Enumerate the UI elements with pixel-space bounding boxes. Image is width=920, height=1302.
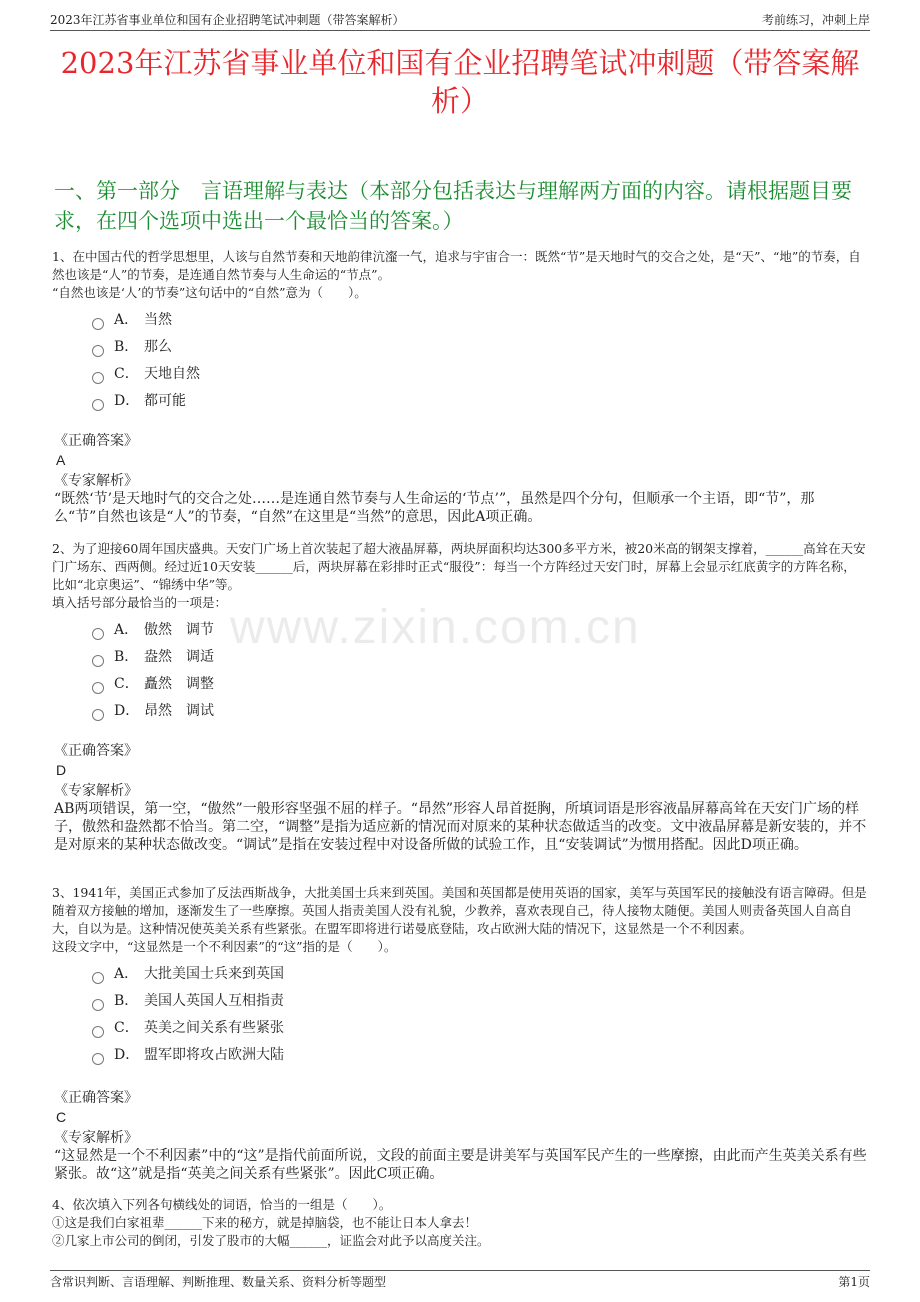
option-text: 那么 bbox=[144, 338, 172, 355]
option-text: 傲然 调节 bbox=[144, 621, 214, 638]
answer-value: A bbox=[56, 452, 66, 468]
question-stem: 3、1941年，美国正式参加了反法西斯战争，大批美国士兵来到英国。美国和英国都是使用英语的国家，美军与英国军民的接触没有语言障碍。但是随着双方接触的增加，逐渐发生了一些摩擦。英国人指责美国人没有礼貌，少教养，喜欢表现自己，待人接物太随便。美国人则责备英国人自高自大，自以为是。这种情况使英美关系有些紧张。在盟军即将进行诺曼底登陆，攻占欧洲大陆的情况下，这显然是一个不利因素。 bbox=[52, 885, 867, 936]
answer-block-3 bbox=[54, 1089, 868, 1183]
option-text: 都可能 bbox=[144, 392, 186, 409]
radio-icon[interactable] bbox=[92, 345, 104, 357]
radio-icon[interactable] bbox=[92, 999, 104, 1011]
question-stem: 1、在中国古代的哲学思想里，人该与自然节奏和天地韵律沆瀣一气，追求与宇宙合一：既然“节”是天地时气的交合之处，是“天”、“地”的节奏，自然也该是“人”的节奏，是连通自然节奏与人生命运的“节点”。 bbox=[52, 249, 861, 282]
option-label: B． bbox=[114, 648, 139, 665]
radio-icon[interactable] bbox=[92, 372, 104, 384]
footer-left-text: 含常识判断、言语理解、判断推理、数量关系、资料分析等题型 bbox=[50, 1275, 387, 1289]
question-prompt: 这段文字中，“这显然是一个不利因素”的“这”指的是（ ）。 bbox=[52, 939, 397, 954]
option-text: 昂然 调试 bbox=[144, 702, 214, 719]
answer-heading: 《正确答案》 bbox=[54, 743, 138, 759]
question-3 bbox=[52, 884, 868, 1068]
analysis-text: AB两项错误，第一空，“傲然”一般形容坚强不屈的样子。“昂然”形容人昂首挺胸，所填词语是形容液晶屏幕高耸在天安门广场的样子，傲然和盎然都不恰当。第二空，“调整”是指为适应新的情况而对原来的某种状态做适当的改变。文中液晶屏幕是新安装的，并不是对原来的某种状态做改变。“调试”是指在安装过程中对设备所做的试验工作，且“安装调试”为惯用搭配。因此D项正确。 bbox=[54, 801, 867, 853]
option-label: C． bbox=[114, 675, 139, 692]
analysis-heading: 《专家解析》 bbox=[54, 783, 138, 799]
option-d[interactable] bbox=[92, 1041, 868, 1068]
question-4 bbox=[52, 1196, 868, 1250]
option-b[interactable] bbox=[92, 987, 868, 1014]
page-header bbox=[50, 10, 870, 31]
question-prompt: 填入括号部分最恰当的一项是： bbox=[52, 595, 228, 610]
option-a[interactable] bbox=[92, 960, 868, 987]
radio-icon[interactable] bbox=[92, 1053, 104, 1065]
option-label: D． bbox=[114, 392, 140, 409]
section-heading: 一、第一部分 言语理解与表达（本部分包括表达与理解两方面的内容。请根据题目要求，在四个选项中选出一个最恰当的答案。） bbox=[54, 179, 852, 233]
option-text: 大批美国士兵来到英国 bbox=[144, 965, 284, 982]
analysis-heading: 《专家解析》 bbox=[54, 473, 138, 489]
document-title: 2023年江苏省事业单位和国有企业招聘笔试冲刺题（带答案解析） bbox=[60, 46, 860, 118]
radio-icon[interactable] bbox=[92, 655, 104, 667]
option-label: C． bbox=[114, 1019, 139, 1036]
radio-icon[interactable] bbox=[92, 399, 104, 411]
answer-heading: 《正确答案》 bbox=[54, 1090, 138, 1106]
question-2 bbox=[52, 540, 868, 724]
radio-icon[interactable] bbox=[92, 972, 104, 984]
question-prompt: “自然也该是‘人’的节奏”这句话中的“自然”意为（ ）。 bbox=[52, 285, 367, 300]
option-d[interactable] bbox=[92, 697, 868, 724]
option-d[interactable] bbox=[92, 387, 868, 414]
answer-block-1 bbox=[54, 432, 868, 526]
sentence-2: ②几家上市公司的倒闭，引发了股市的大幅______，证监会对此予以高度关注。 bbox=[52, 1233, 490, 1248]
option-text: 矗然 调整 bbox=[144, 675, 214, 692]
option-label: C． bbox=[114, 365, 139, 382]
option-label: D． bbox=[114, 702, 140, 719]
page-footer bbox=[50, 1270, 870, 1290]
answer-value: D bbox=[56, 762, 67, 778]
option-text: 天地自然 bbox=[144, 365, 200, 382]
option-c[interactable] bbox=[92, 1014, 868, 1041]
option-text: 盟军即将攻占欧洲大陆 bbox=[144, 1046, 284, 1063]
option-b[interactable] bbox=[92, 333, 868, 360]
option-label: A． bbox=[114, 621, 139, 638]
option-label: A． bbox=[114, 311, 139, 328]
question-stem: 4、依次填入下列各句横线处的词语，恰当的一组是（ ）。 bbox=[52, 1197, 392, 1212]
option-c[interactable] bbox=[92, 670, 868, 697]
options-list bbox=[92, 306, 868, 414]
option-text: 当然 bbox=[144, 311, 172, 328]
option-c[interactable] bbox=[92, 360, 868, 387]
option-text: 英美之间关系有些紧张 bbox=[144, 1019, 284, 1036]
question-stem: 2、为了迎接60周年国庆盛典。天安门广场上首次装起了超大液晶屏幕，两块屏面积均达300多平方米，被20米高的钢架支撑着，______高耸在天安门广场东、西两侧。经过近10天安装______后，两块屏幕在彩排时正式“服役”：每当一个方阵经过天安门时，屏幕上会显示红底黄字的方阵名称，比如“北京奥运”、“锦绣中华”等。 bbox=[52, 541, 866, 592]
option-label: A． bbox=[114, 965, 139, 982]
analysis-text: “既然‘节’是天地时气的交合之处……是连通自然节奏与人生命运的‘节点’”，虽然是四个分句，但顺承一个主语，即“节”，那么“节”自然也该是“人”的节奏，“自然”在这里是“当然”的意思，因此A项正确。 bbox=[54, 491, 815, 525]
header-left-text: 2023年江苏省事业单位和国有企业招聘笔试冲刺题（带答案解析） bbox=[50, 13, 405, 27]
option-b[interactable] bbox=[92, 643, 868, 670]
answer-value: C bbox=[56, 1109, 67, 1125]
radio-icon[interactable] bbox=[92, 628, 104, 640]
analysis-heading: 《专家解析》 bbox=[54, 1130, 138, 1146]
analysis-text: “这显然是一个不利因素”中的“这”是指代前面所说，文段的前面主要是讲美军与英国军民产生的一些摩擦，由此而产生英美关系有些紧张。故“这”就是指“英美之间关系有些紧张”。因此C项正确。 bbox=[54, 1148, 867, 1182]
answer-heading: 《正确答案》 bbox=[54, 433, 138, 449]
options-list bbox=[92, 616, 868, 724]
sentence-1: ①这是我们白家祖辈______下来的秘方，就是掉脑袋，也不能让日本人拿去！ bbox=[52, 1215, 478, 1230]
radio-icon[interactable] bbox=[92, 1026, 104, 1038]
radio-icon[interactable] bbox=[92, 682, 104, 694]
radio-icon[interactable] bbox=[92, 709, 104, 721]
option-a[interactable] bbox=[92, 306, 868, 333]
option-text: 美国人英国人互相指责 bbox=[144, 992, 284, 1009]
option-text: 盎然 调适 bbox=[144, 648, 214, 665]
watermark: www.zixin.com.cn bbox=[230, 601, 641, 654]
option-label: B． bbox=[114, 992, 139, 1009]
page-number: 第1页 bbox=[838, 1275, 870, 1289]
options-list bbox=[92, 960, 868, 1068]
question-1 bbox=[52, 248, 868, 414]
option-a[interactable] bbox=[92, 616, 868, 643]
answer-block-2 bbox=[54, 742, 868, 854]
header-right-text: 考前练习，冲刺上岸 bbox=[761, 13, 870, 27]
option-label: B． bbox=[114, 338, 139, 355]
option-label: D． bbox=[114, 1046, 140, 1063]
radio-icon[interactable] bbox=[92, 318, 104, 330]
